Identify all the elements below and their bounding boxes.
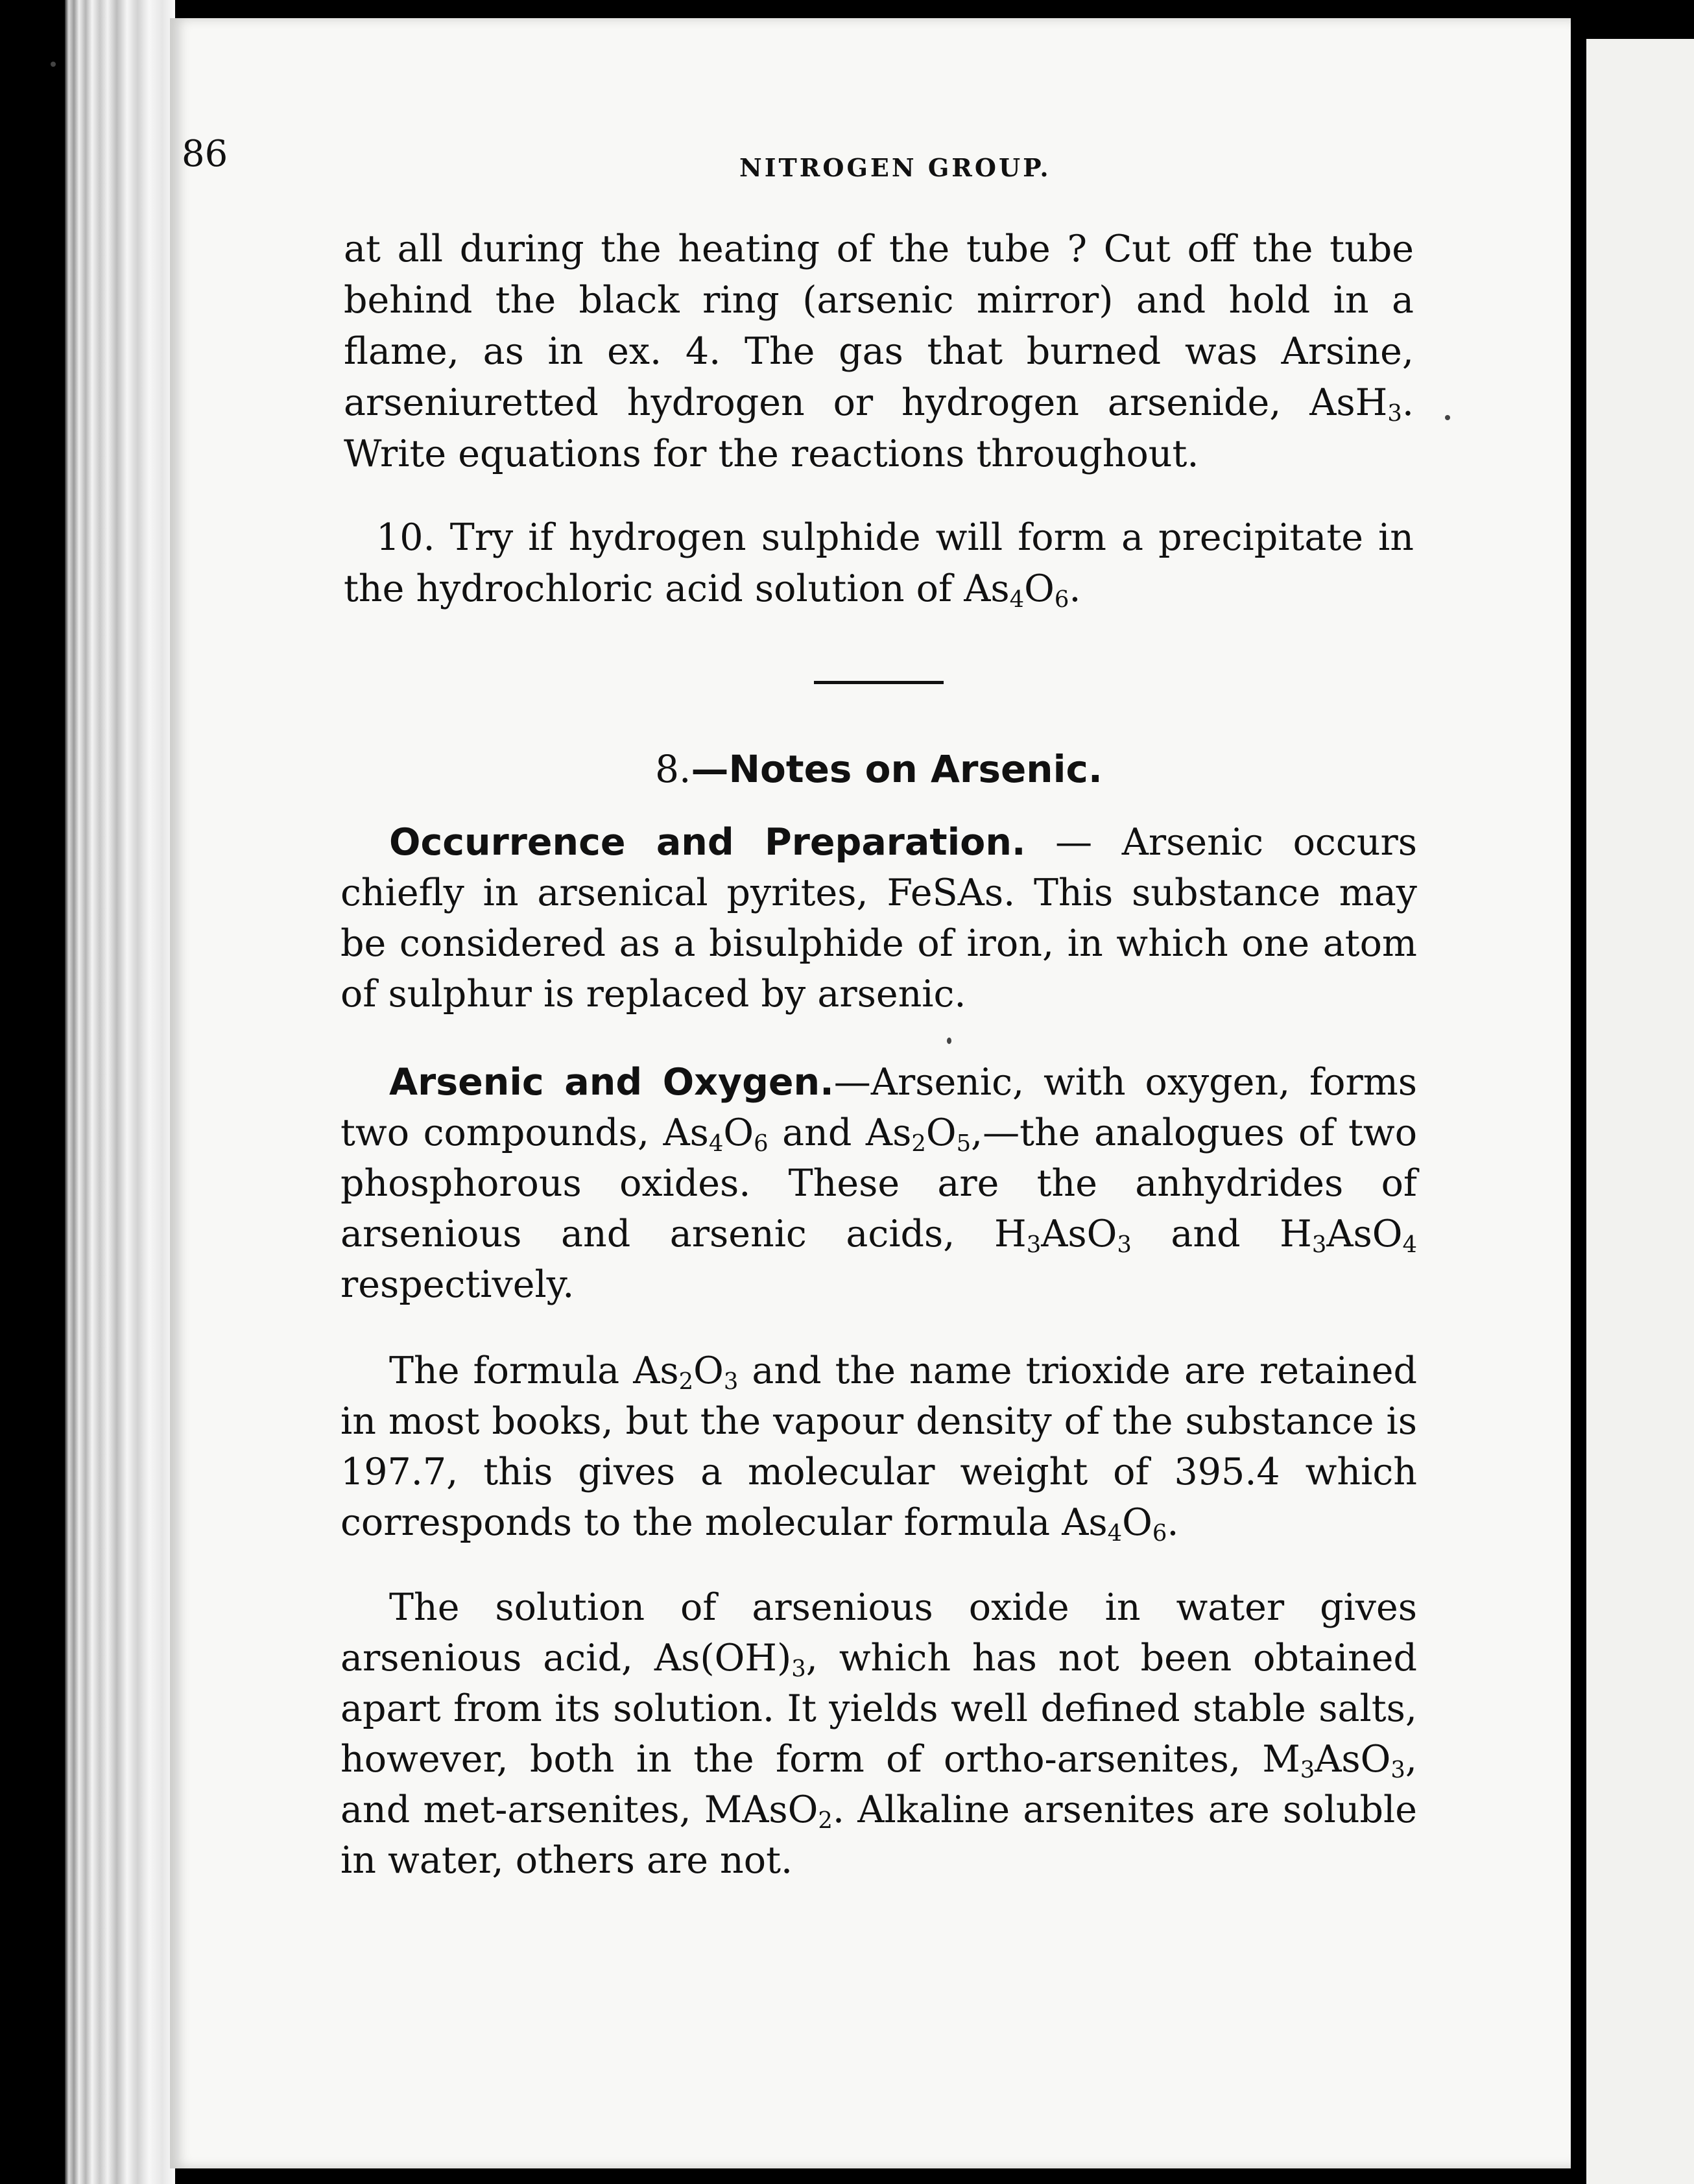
- text-run: O: [925, 1111, 957, 1154]
- subscript: 3: [1117, 1231, 1132, 1258]
- paragraph-solution: [340, 1582, 1417, 1886]
- text-run: The solution of arsenious oxide in water gives arsenious acid, As(OH): [340, 1586, 1417, 1680]
- text-run: and H: [1131, 1213, 1312, 1255]
- text-run: AsO: [1315, 1738, 1391, 1781]
- text-run: .: [1167, 1501, 1179, 1544]
- paragraph-exercise-10: [344, 512, 1414, 615]
- subscript: 2: [678, 1368, 694, 1395]
- text-run: respectively.: [340, 1263, 575, 1306]
- subscript: 3: [1300, 1756, 1315, 1783]
- text-run: O: [1024, 567, 1055, 610]
- subscript: 3: [791, 1655, 806, 1682]
- text-run: , and met-arsenites, MAsO: [340, 1738, 1417, 1831]
- subscript: 4: [1009, 586, 1025, 613]
- section-number: 8.: [655, 747, 691, 791]
- text-run: ,—the analogues of two phosphorous oxides. These are the anhydrides of arsenious and arsenic acids, H: [340, 1111, 1418, 1255]
- text-run: , which has not been obtained apart from its solution. It yields well defined stable salts, however, both in the form of ortho-arsenites, M: [340, 1637, 1417, 1781]
- text-run: and As: [768, 1111, 912, 1154]
- page-number: 86: [182, 133, 228, 175]
- paragraph-occurrence: [340, 817, 1417, 1019]
- book-gutter: [1571, 0, 1586, 2184]
- text-run: O: [693, 1349, 724, 1392]
- subscript: 3: [1390, 1756, 1405, 1783]
- subscript: 3: [1026, 1231, 1042, 1258]
- scan-speck: [1445, 415, 1450, 420]
- text-run: .: [1069, 567, 1081, 610]
- page-edges: [65, 0, 175, 2184]
- paragraph-formula: [340, 1346, 1417, 1548]
- text-run: 10. Try if hydrogen sulphide will form a precipitate in the hydrochloric acid solution of As: [344, 516, 1414, 610]
- subscript: 3: [1311, 1231, 1327, 1258]
- scan-speck: [51, 62, 56, 67]
- section-heading: [344, 746, 1414, 792]
- text-run: The formula As: [389, 1349, 679, 1392]
- subscript: 5: [956, 1130, 972, 1157]
- subscript: 2: [818, 1807, 833, 1834]
- text-run: AsO: [1041, 1213, 1117, 1255]
- paragraph-lead-heading: Arsenic and Oxygen.: [389, 1061, 834, 1104]
- text-run: . Alkaline arsenites are soluble in water, others are not.: [340, 1788, 1417, 1882]
- facing-page-edge: [1586, 39, 1694, 2184]
- running-head: NITROGEN GROUP.: [739, 153, 1051, 182]
- paragraph-continued: [344, 224, 1414, 480]
- text-run: and the name trioxide are retained in most books, but the vapour density of the substance is 197.7, this gives a molecular weight of 395.4 which corresponds to the molecular formula As: [340, 1349, 1417, 1544]
- paragraph-lead-heading: Occurrence and Preparation.: [389, 821, 1026, 864]
- text-run: at all during the heating of the tube ? Cut off the tube behind the black ring (arsenic mirror) and hold in a flame, as in ex. 4. The gas that burned was Arsine, arseniuretted hydrogen or hydrogen arsenide, AsH: [344, 228, 1414, 424]
- subscript: 6: [1152, 1519, 1167, 1547]
- text-run: O: [723, 1111, 754, 1154]
- subscript: 4: [708, 1130, 724, 1157]
- text-run: . Write equations for the reactions throughout.: [344, 381, 1414, 475]
- section-divider-rule: [814, 681, 944, 684]
- subscript: 6: [754, 1130, 769, 1157]
- text-run: O: [1122, 1501, 1152, 1544]
- subscript: 4: [1107, 1519, 1123, 1547]
- scan-speck: [947, 1038, 951, 1044]
- subscript: 6: [1054, 586, 1069, 613]
- text-run: — Arsenic occurs chiefly in arsenical pyrites, FeSAs. This substance may be considered as a bisulphide of iron, in which one atom of sulphur is replaced by arsenic.: [340, 821, 1417, 1015]
- subscript: 2: [911, 1130, 926, 1157]
- subscript: 3: [723, 1368, 739, 1395]
- text-run: —Arsenic, with oxygen, forms two compounds, As: [340, 1061, 1418, 1154]
- section-title: —Notes on Arsenic.: [691, 747, 1103, 791]
- subscript: 4: [1402, 1231, 1417, 1258]
- text-run: AsO: [1326, 1213, 1403, 1255]
- subscript: 3: [1387, 399, 1402, 427]
- paragraph-arsenic-oxygen: [340, 1057, 1417, 1310]
